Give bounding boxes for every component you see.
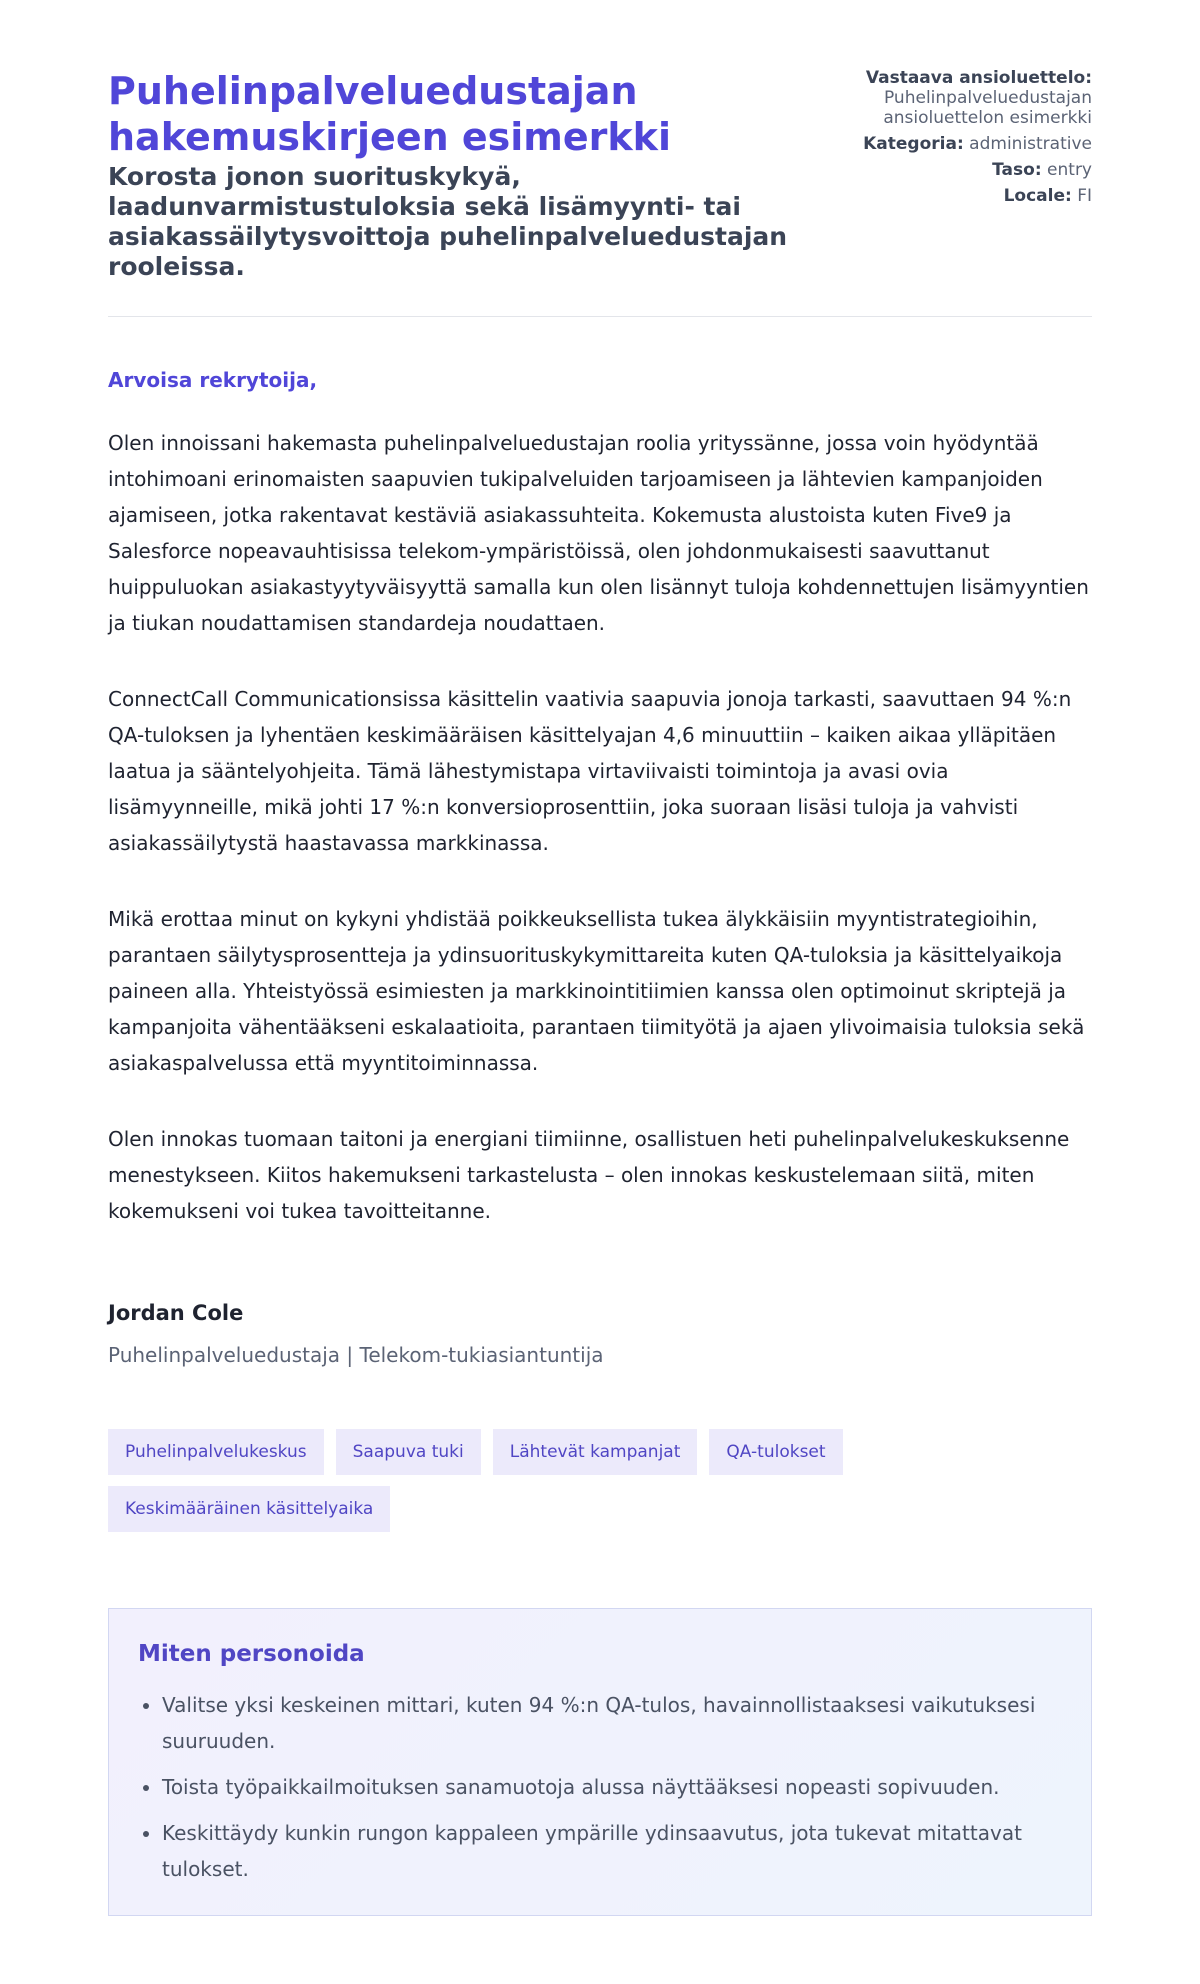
tip-item: • Valitse yksi keskeinen mittari, kuten 94 %:n QA-tulos, havainnollistaaksesi vaikutuksesi suuruuden. bbox=[162, 1687, 1062, 1759]
letter-body bbox=[108, 317, 1092, 1916]
tag: QA-tulokset bbox=[709, 1429, 842, 1475]
meta-locale-value: FI bbox=[1077, 186, 1092, 206]
signature-block bbox=[108, 1299, 1092, 1369]
tag-list bbox=[108, 1429, 868, 1532]
header-titles bbox=[108, 68, 829, 282]
letter-paragraph: Olen innokas tuomaan taitoni ja energiani tiimiinne, osallistuen heti puhelinpalvelukeskuksenne menestykseen. Kiitos hakemukseni tarkastelusta – olen innokas keskustelemaan siitä, miten kokemukseni voi tukea tavoitteitanne. bbox=[108, 1127, 1070, 1223]
tip-item: • Keskittäydy kunkin rungon kappaleen ympärille ydinsaavutus, jota tukevat mitattavat tulokset. bbox=[162, 1815, 1062, 1887]
page-title: Puhelinpalveluedustajan hakemuskirjeen esimerkki bbox=[108, 69, 671, 159]
tip-item: • Toista työpaikkailmoituksen sanamuotoja alussa näyttääksesi nopeasti sopivuuden. bbox=[162, 1769, 1062, 1805]
meta-resume-label: Vastaava ansioluettelo: bbox=[865, 68, 1092, 88]
letter-paragraph: Mikä erottaa minut on kykyni yhdistää poikkeuksellista tukea älykkäisiin myyntistrategioihin, parantaen säilytysprosentteja ja ydinsuorituskykymittareita kuten QA-tuloksia ja käsittelyaikoja paineen alla. Yhteistyössä esimiesten ja markkinointitiimien kanssa olen optimoinut skriptejä ja kampanjoita vähentääkseni eskalaatioita, parantaen tiimityötä ja ajaen ylivoimaisia tuloksia sekä asiakaspalvelussa että myyntitoiminnassa. bbox=[108, 907, 1085, 1075]
signature-name: Jordan Cole bbox=[108, 1301, 244, 1325]
letter-paragraph: Olen innoissani hakemasta puhelinpalveluedustajan roolia yrityssänne, jossa voin hyödyntää intohimoani erinomaisten saapuvien tukipalveluiden tarjoamiseen ja lähtevien kampanjoiden ajamiseen, jotka rakentavat kestäviä asiakassuhteita. Kokemusta alustoista kuten Five9 ja Salesforce nopeavauhtisissa telekom-ympäristöissä, olen johdonmukaisesti saavuttanut huippuluokan asiakastyytyväisyyttä samalla kun olen lisännyt tuloja kohdennettujen lisämyyntien ja tiukan noudattamisen standardeja noudattaen. bbox=[108, 431, 1089, 635]
tag: Puhelinpalvelukeskus bbox=[108, 1429, 324, 1475]
personalization-tips bbox=[108, 1608, 1092, 1916]
meta-locale bbox=[829, 186, 1092, 206]
meta-category bbox=[829, 134, 1092, 154]
tag: Lähtevät kampanjat bbox=[493, 1429, 698, 1475]
meta-category-value: administrative bbox=[969, 134, 1092, 154]
meta-locale-label: Locale: bbox=[1003, 186, 1072, 206]
signature-role: Puhelinpalveluedustaja | Telekom-tukiasiantuntija bbox=[108, 1343, 604, 1367]
meta-resume-value: Puhelinpalveluedustajan ansioluettelon esimerkki bbox=[883, 88, 1092, 128]
meta-resume bbox=[829, 68, 1092, 128]
page-subtitle: Korosta jonon suorituskykyä, laadunvarmistustuloksia sekä lisämyynti- tai asiakassäilytysvoittoja puhelinpalveluedustajan rooleissa. bbox=[108, 162, 788, 281]
meta-level-label: Taso: bbox=[992, 160, 1042, 180]
letter-greeting: Arvoisa rekrytoija, bbox=[108, 368, 318, 392]
tips-title: Miten personoida bbox=[138, 1641, 365, 1667]
meta-panel bbox=[829, 68, 1092, 212]
meta-category-label: Kategoria: bbox=[863, 134, 964, 154]
tag: Saapuva tuki bbox=[336, 1429, 481, 1475]
page-header bbox=[108, 0, 1092, 317]
meta-level bbox=[829, 160, 1092, 180]
tag: Keskimääräinen käsittelyaika bbox=[108, 1486, 390, 1532]
meta-level-value: entry bbox=[1047, 160, 1092, 180]
letter-paragraph: ConnectCall Communicationsissa käsittelin vaativia saapuvia jonoja tarkasti, saavuttaen 94 %:n QA-tuloksen ja lyhentäen keskimääräisen käsittelyajan 4,6 minuuttiin – kaiken aikaa ylläpitäen laatua ja sääntelyohjeita. Tämä lähestymistapa virtaviivaisti toimintoja ja avasi ovia lisämyynneille, mikä johti 17 %:n konversioprosenttiin, joka suoraan lisäsi tuloja ja vahvisti asiakassäilytystä haastavassa markkinassa. bbox=[108, 687, 1072, 855]
tips-list bbox=[138, 1687, 1062, 1887]
